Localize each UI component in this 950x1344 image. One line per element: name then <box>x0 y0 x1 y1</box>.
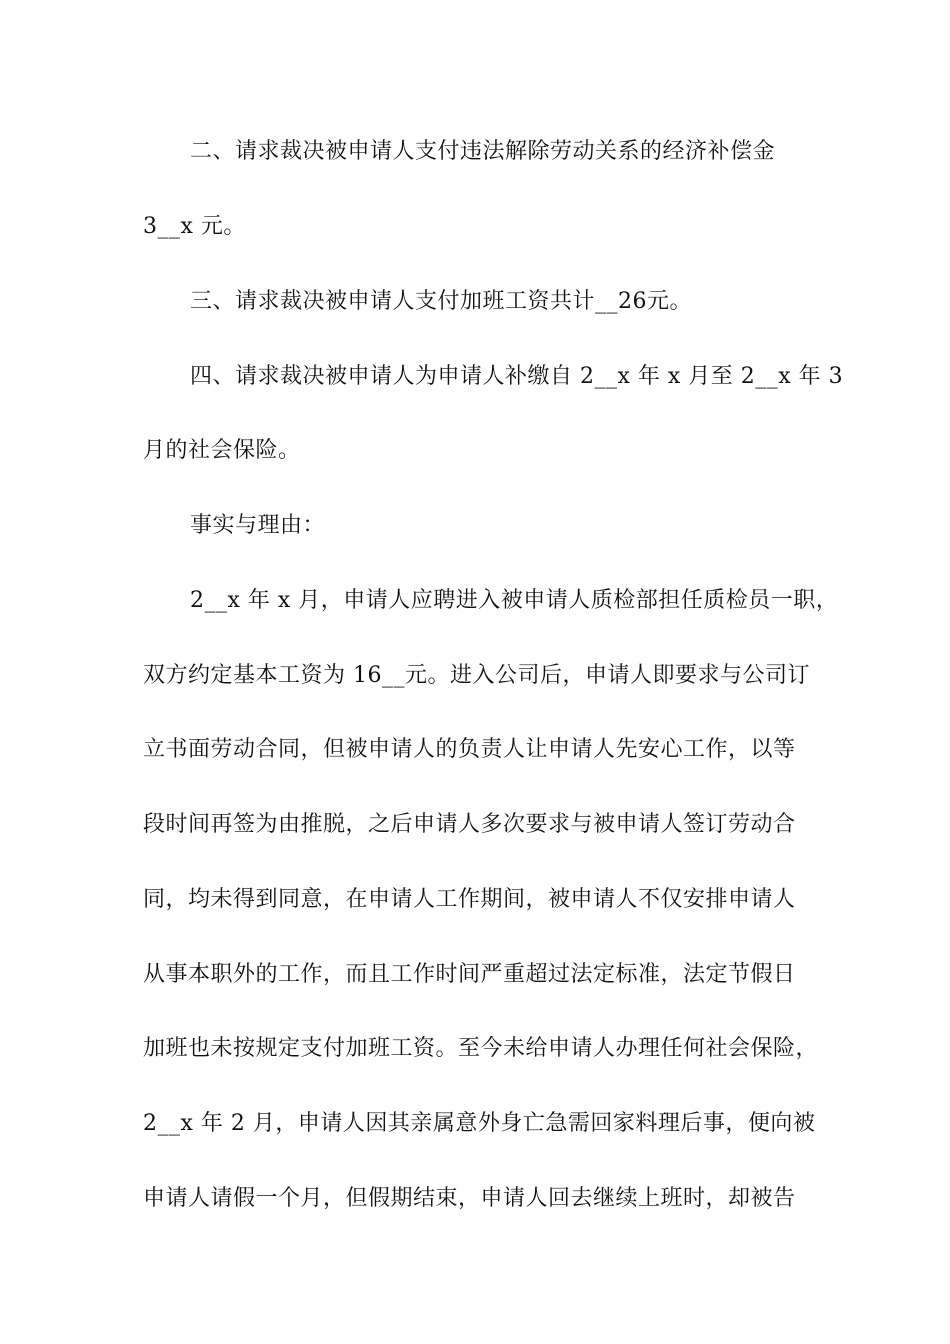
paragraph-line: 四、请求裁决被申请人为申请人补缴自 2__x 年 x 月至 2__x 年 3 <box>190 364 844 389</box>
paragraph-line: 申请人请假一个月，但假期结束，申请人回去继续上班时，却被告 <box>143 1186 796 1211</box>
paragraph-line: 3__x 元。 <box>143 214 246 239</box>
paragraph-line: 双方约定基本工资为 16__元。进入公司后，申请人即要求与公司订 <box>143 663 810 688</box>
paragraph-line: 二、请求裁决被申请人支付违法解除劳动关系的经济补偿金 <box>190 139 776 164</box>
paragraph-line: 段时间再签为由推脱，之后申请人多次要求与被申请人签订劳动合 <box>143 812 796 837</box>
section-heading: 事实与理由： <box>190 513 326 538</box>
paragraph-line: 三、请求裁决被申请人支付加班工资共计__26元。 <box>190 289 692 314</box>
paragraph-line: 同，均未得到同意，在申请人工作期间，被申请人不仅安排申请人 <box>143 887 796 912</box>
paragraph-line: 从事本职外的工作，而且工作时间严重超过法定标准，法定节假日 <box>143 962 796 987</box>
paragraph-line: 2__x 年 2 月，申请人因其亲属意外身亡急需回家料理后事，便向被 <box>143 1111 816 1136</box>
paragraph-line: 2__x 年 x 月，申请人应聘进入被申请人质检部担任质检员一职， <box>190 588 839 613</box>
paragraph-line: 立书面劳动合同，但被申请人的负责人让申请人先安心工作，以等 <box>143 737 796 762</box>
paragraph-line: 月的社会保险。 <box>143 438 301 463</box>
paragraph-line: 加班也未按规定支付加班工资。至今未给申请人办理任何社会保险， <box>143 1036 819 1061</box>
